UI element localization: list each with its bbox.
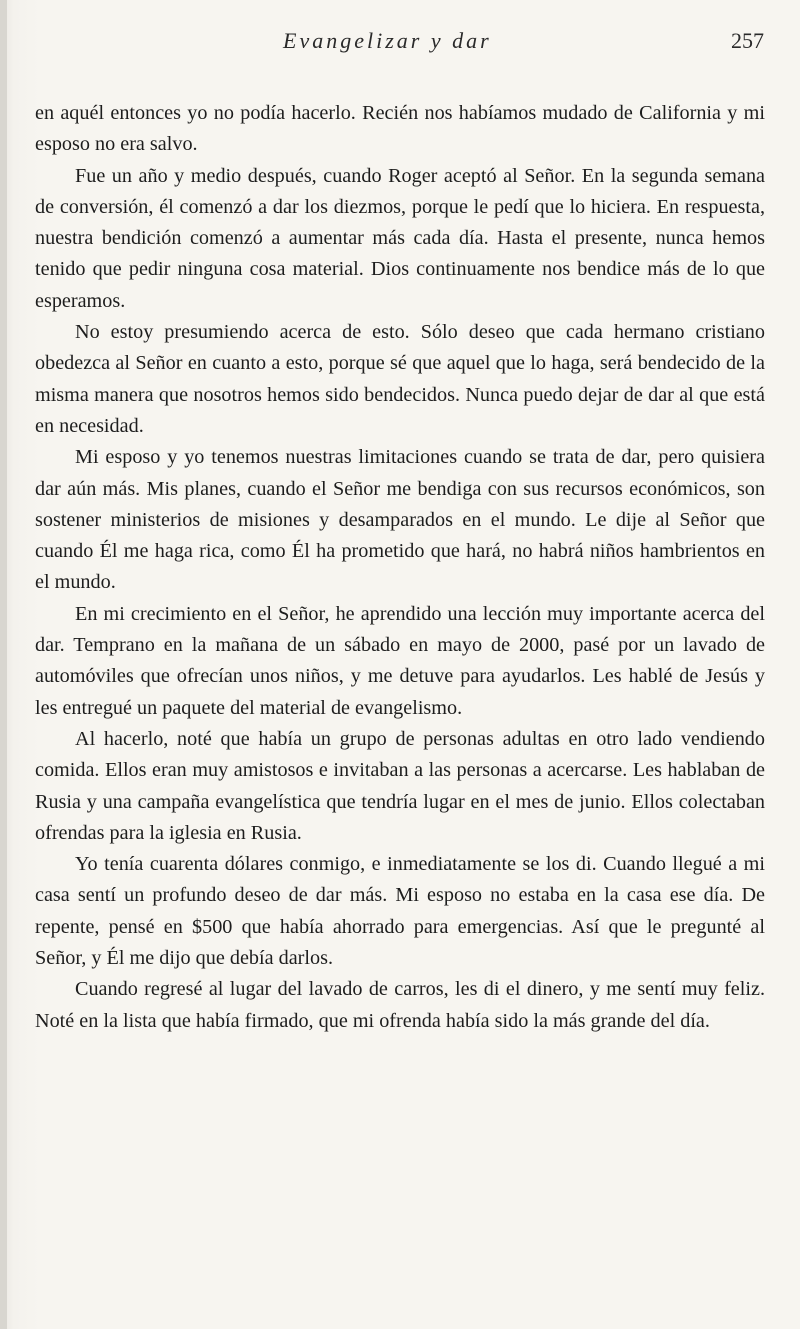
paragraph: En mi crecimiento en el Señor, he aprendido una lección muy importante acerca del dar. Temprano en la mañana de un sábado en mayo de 2000, pasé por un lavado de automóviles que ofrecían unos niños, y me detuve para ayudarlos. Les hablé de Jesús y les entregué un paquete del material de evangelismo. xyxy=(35,602,765,719)
running-title: Evangelizar y dar xyxy=(283,28,492,53)
paragraph: Al hacerlo, noté que había un grupo de personas adultas en otro lado vendiendo comida. Ellos eran muy amistosos e invitaban a las personas a acercarse. Les hablaban de Rusia y una campaña evangelística que tendría lugar en el mes de junio. Ellos colectaban ofrendas para la iglesia en Rusia. xyxy=(35,727,765,844)
paragraph: Fue un año y medio después, cuando Roger aceptó al Señor. En la segunda semana de conversión, él comenzó a dar los diezmos, porque le pedí que lo hiciera. En respuesta, nuestra bendición comenzó a aumentar más cada día. Hasta el presente, nunca hemos tenido que pedir ninguna cosa material. Dios continuamente nos bendice más de lo que esperamos. xyxy=(35,164,765,312)
paragraph: Mi esposo y yo tenemos nuestras limitaciones cuando se trata de dar, pero quisiera dar aún más. Mis planes, cuando el Señor me bendiga con sus recursos económicos, son sostener ministerios de misiones y desamparados en el mundo. Le dije al Señor que cuando Él me haga rica, como Él ha prometido que hará, no habrá niños hambrientos en el mundo. xyxy=(35,446,765,594)
body-text xyxy=(35,98,765,1037)
page-number: 257 xyxy=(731,28,764,53)
paragraph-continuation: en aquél entonces yo no podía hacerlo. Recién nos habíamos mudado de California y mi esposo no era salvo. xyxy=(35,102,765,156)
paragraph: Cuando regresé al lugar del lavado de carros, les di el dinero, y me sentí muy feliz. Noté en la lista que había firmado, que mi ofrenda había sido la más grande del día. xyxy=(35,978,765,1032)
paragraph: No estoy presumiendo acerca de esto. Sólo deseo que cada hermano cristiano obedezca al Señor en cuanto a esto, porque sé que aquel que lo haga, será bendecido de la misma manera que nosotros hemos sido bendecidos. Nunca puedo dejar de dar al que está en necesidad. xyxy=(35,321,765,437)
paragraph: Yo tenía cuarenta dólares conmigo, e inmediatamente se los di. Cuando llegué a mi casa sentí un profundo deseo de dar más. Mi esposo no estaba en la casa ese día. De repente, pensé en $500 que había ahorrado para emergencias. Así que le pregunté al Señor, y Él me dijo que debía darlos. xyxy=(35,853,765,970)
page-gutter xyxy=(0,0,7,1329)
page-header xyxy=(0,28,800,62)
